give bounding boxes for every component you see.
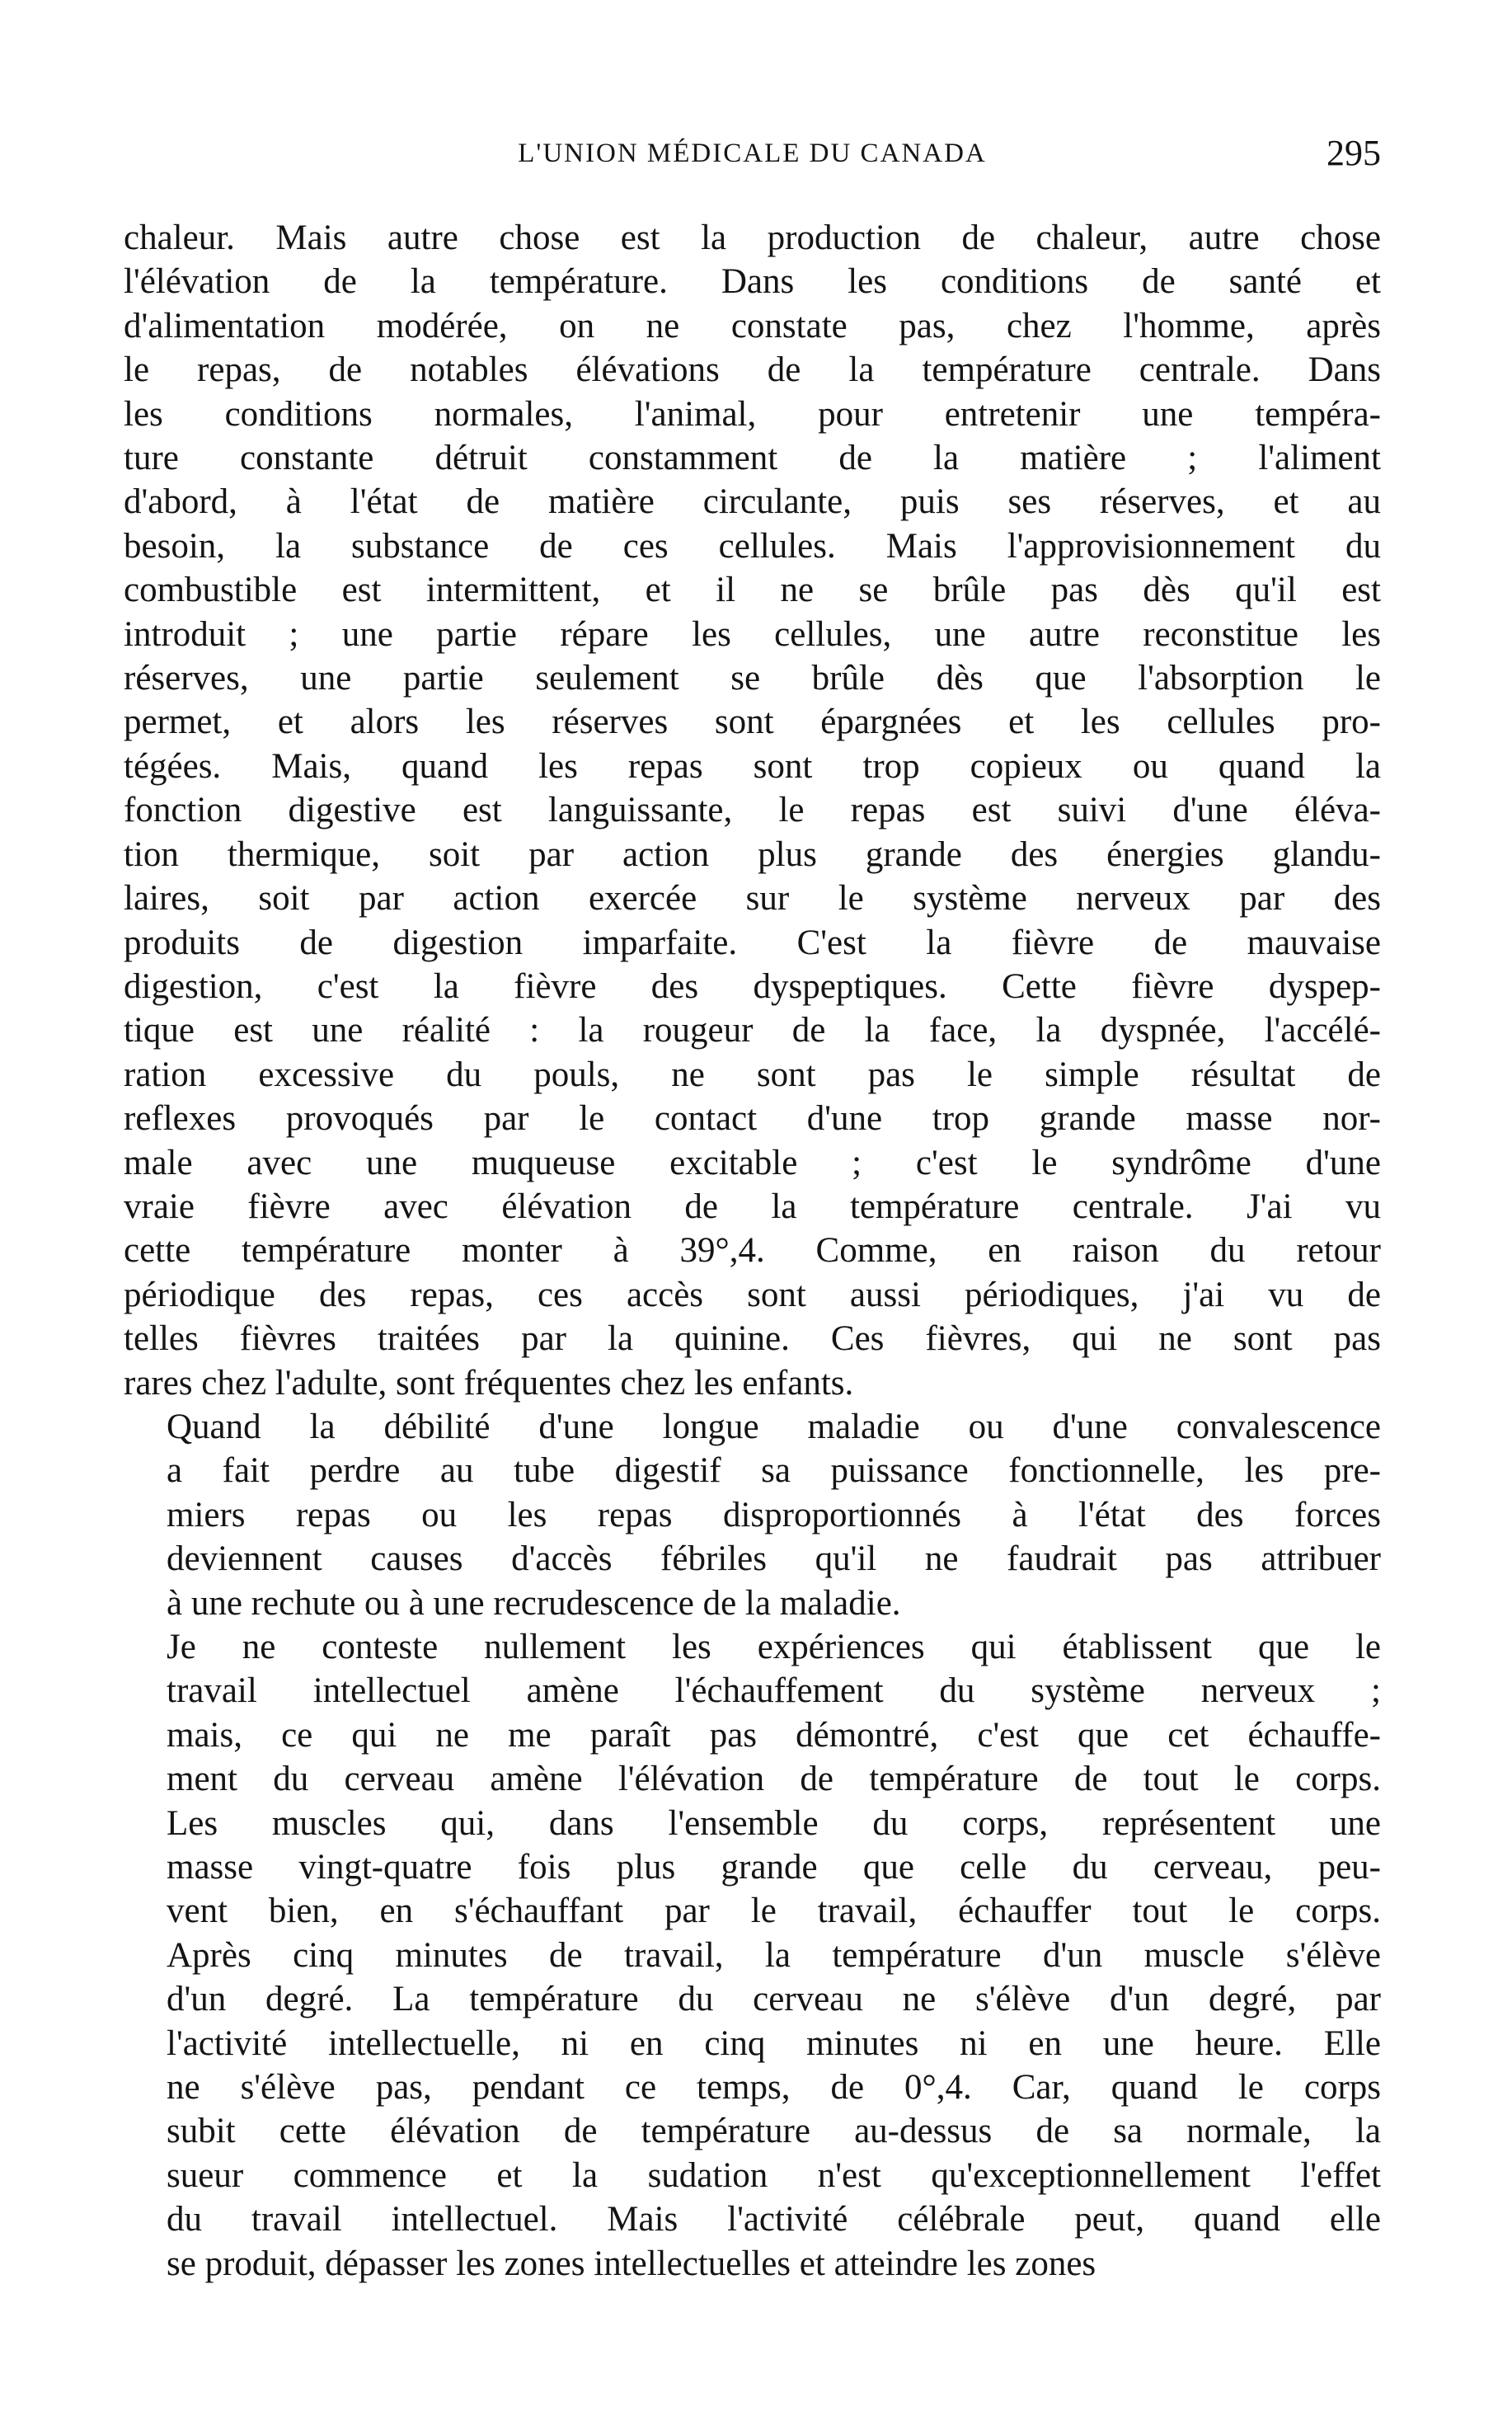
text-line: tique est une réalité : la rougeur de la face, la dyspnée, l'accélé- xyxy=(124,1011,1381,1050)
text-line: d'abord, à l'état de matière circulante, puis ses réserves, et au xyxy=(124,482,1381,522)
text-line: chaleur. Mais autre chose est la production de chaleur, autre chose xyxy=(124,219,1381,257)
text-line: cette température monter à 39°,4. Comme, en raison du retour xyxy=(124,1231,1381,1271)
text-line: combustible est intermittent, et il ne se brûle pas dès qu'il est xyxy=(124,571,1381,610)
text-line: telles fièvres traitées par la quinine. Ces fièvres, qui ne sont pas xyxy=(124,1319,1381,1359)
text-line: produits de digestion imparfaite. C'est la fièvre de mauvaise xyxy=(124,923,1381,962)
text-line: du travail intellectuel. Mais l'activité célébrale peut, quand elle xyxy=(167,2200,1381,2239)
text-line: Les muscles qui, dans l'ensemble du corps, représentent une xyxy=(167,1803,1381,1843)
paragraph xyxy=(124,216,1381,1405)
text-line: rares chez l'adulte, sont fréquentes chez les enfants. xyxy=(124,1363,854,1403)
text-line: subit cette élévation de température au-dessus de sa normale, la xyxy=(167,2112,1381,2151)
text-line: introduit ; une partie répare les cellules, une autre reconstitue les xyxy=(124,614,1381,654)
text-line: réserves, une partie seulement se brûle dès que l'absorption le xyxy=(124,659,1381,698)
text-line: périodique des repas, ces accès sont aussi périodiques, j'ai vu de xyxy=(124,1275,1381,1314)
text-line: travail intellectuel amène l'échauffement du système nerveux ; xyxy=(167,1671,1381,1711)
text-line: vent bien, en s'échauffant par le travail, échauffer tout le corps. xyxy=(167,1892,1381,1931)
text-line: ture constante détruit constamment de la matière ; l'aliment xyxy=(124,439,1381,478)
text-line: male avec une muqueuse excitable ; c'est le syndrôme d'une xyxy=(124,1143,1381,1182)
text-line: l'activité intellectuelle, ni en cinq minutes ni en une heure. Elle xyxy=(167,2023,1381,2063)
text-line: d'un degré. La température du cerveau ne s'élève d'un degré, par xyxy=(167,1980,1381,2019)
text-line: besoin, la substance de ces cellules. Mais l'approvisionnement du xyxy=(124,526,1381,566)
text-line: les conditions normales, l'animal, pour entretenir une tempéra- xyxy=(124,394,1381,434)
running-title: L'UNION MÉDICALE DU CANADA xyxy=(518,139,987,168)
text-line: vraie fièvre avec élévation de la température centrale. J'ai vu xyxy=(124,1187,1381,1226)
paragraph xyxy=(124,1625,1381,2286)
text-line: mais, ce qui ne me paraît pas démontré, c'est que cet échauffe- xyxy=(167,1715,1381,1755)
text-line: digestion, c'est la fièvre des dyspeptiques. Cette fièvre dyspep- xyxy=(124,966,1381,1006)
text-line: à une rechute ou à une recrudescence de la maladie. xyxy=(167,1583,901,1623)
text-line: a fait perdre au tube digestif sa puissance fonctionnelle, les pre- xyxy=(167,1451,1381,1491)
text-line: tion thermique, soit par action plus grande des énergies glandu- xyxy=(124,834,1381,874)
text-line: Après cinq minutes de travail, la température d'un muscle s'élève xyxy=(167,1935,1381,1975)
text-line: le repas, de notables élévations de la température centrale. Dans xyxy=(124,350,1381,390)
text-line: deviennent causes d'accès fébriles qu'il ne faudrait pas attribuer xyxy=(167,1539,1381,1579)
text-line: permet, et alors les réserves sont épargnées et les cellules pro- xyxy=(124,703,1381,742)
text-line: masse vingt-quatre fois plus grande que celle du cerveau, peu- xyxy=(167,1848,1381,1887)
text-line: laires, soit par action exercée sur le système nerveux par des xyxy=(124,879,1381,919)
text-line: tégées. Mais, quand les repas sont trop copieux ou quand la xyxy=(124,746,1381,786)
text-body xyxy=(124,216,1381,2286)
text-line: se produit, dépasser les zones intellectuelles et atteindre les zones xyxy=(167,2244,1096,2283)
text-line: ne s'élève pas, pendant ce temps, de 0°,4. Car, quand le corps xyxy=(167,2068,1381,2108)
text-line: ration excessive du pouls, ne sont pas le simple résultat de xyxy=(124,1055,1381,1094)
running-head xyxy=(124,132,1381,181)
text-line: sueur commence et la sudation n'est qu'exceptionnellement l'effet xyxy=(167,2155,1381,2195)
text-line: fonction digestive est languissante, le repas est suivi d'une éléva- xyxy=(124,791,1381,830)
text-line: d'alimentation modérée, on ne constate pas, chez l'homme, après xyxy=(124,306,1381,345)
text-line: miers repas ou les repas disproportionnés à l'état des forces xyxy=(167,1495,1381,1534)
text-line: reflexes provoqués par le contact d'une trop grande masse nor- xyxy=(124,1099,1381,1139)
paragraph xyxy=(124,1405,1381,1625)
page-number: 295 xyxy=(1327,133,1381,173)
text-line: Quand la débilité d'une longue maladie ou d'une convalescence xyxy=(167,1407,1381,1446)
text-line: l'élévation de la température. Dans les conditions de santé et xyxy=(124,262,1381,302)
text-line: ment du cerveau amène l'élévation de température de tout le corps. xyxy=(167,1760,1381,1799)
text-line: Je ne conteste nullement les expériences qui établissent que le xyxy=(167,1628,1381,1666)
